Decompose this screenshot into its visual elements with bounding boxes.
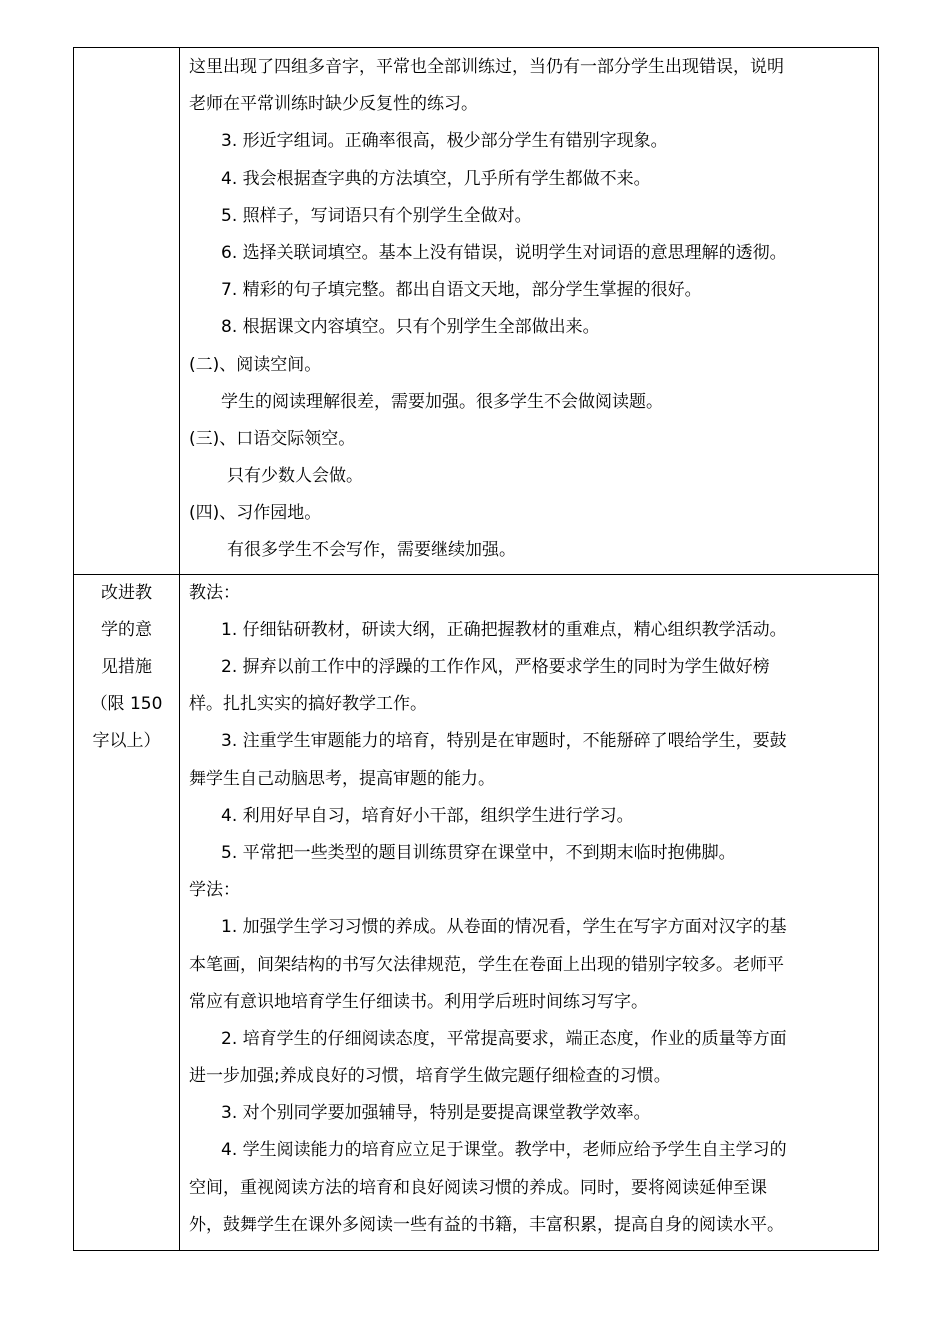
text-line: 8. 根据课文内容填空。只有个别学生全部做出来。 [221, 317, 600, 338]
text-line: 2. 摒弃以前工作中的浮躁的工作作风，严格要求学生的同时为学生做好榜 [221, 657, 770, 677]
table-row [74, 48, 879, 575]
section-heading: (二)、阅读空间。 [189, 354, 322, 375]
section-heading: (三)、口语交际领空。 [189, 428, 356, 449]
section-heading: (四)、习作园地。 [189, 503, 322, 524]
text-line: 本笔画，间架结构的书写欠法律规范，学生在卷面上出现的错别字较多。老师平 [189, 954, 784, 975]
text-line: 常应有意识地培育学生仔细读书。利用学后班时间练习写字。 [189, 991, 648, 1012]
row-label-line: 改进教 [101, 582, 152, 603]
text-line: 6. 选择关联词填空。基本上没有错误，说明学生对词语的意思理解的透彻。 [221, 242, 787, 263]
measures-content-cell [180, 574, 879, 1250]
text-line: 4. 学生阅读能力的培育应立足于课堂。教学中，老师应给予学生自主学习的 [221, 1140, 787, 1161]
text-line: 只有少数人会做。 [227, 466, 363, 487]
text-line: 4. 我会根据查字典的方法填空，几乎所有学生都做不来。 [221, 168, 651, 189]
text-line: 舞学生自己动脑思考，提高审题的能力。 [189, 768, 495, 789]
text-line: 1. 仔细钻研教材，研读大纲，正确把握教材的重难点，精心组织教学活动。 [221, 619, 787, 640]
text-line: 样。扎扎实实的搞好教学工作。 [189, 694, 427, 715]
row-label-cell [74, 574, 180, 1250]
analysis-content-cell [180, 48, 879, 575]
section-heading: 学法： [189, 880, 240, 901]
section-heading: 教法： [189, 582, 240, 603]
label-cell-empty [74, 48, 180, 575]
text-line: 进一步加强;养成良好的习惯，培育学生做完题仔细检查的习惯。 [189, 1066, 671, 1087]
row-label-line: （限 150 [90, 694, 163, 715]
row-label-line: 见措施 [101, 657, 152, 677]
table-row [74, 574, 879, 1250]
text-line: 2. 培育学生的仔细阅读态度，平常提高要求，端正态度，作业的质量等方面 [221, 1028, 787, 1049]
text-line: 3. 形近字组词。正确率很高，极少部分学生有错别字现象。 [221, 131, 668, 152]
text-line: 5. 平常把一些类型的题目训练贯穿在课堂中，不到期末临时抱佛脚。 [221, 842, 736, 863]
evaluation-table [73, 47, 879, 1251]
text-line: 3. 对个别同学要加强辅导，特别是要提高课堂教学效率。 [221, 1103, 651, 1124]
text-line: 3. 注重学生审题能力的培育，特别是在审题时，不能掰碎了喂给学生，要鼓 [221, 731, 787, 752]
text-line: 7. 精彩的句子填完整。都出自语文天地，部分学生掌握的很好。 [221, 280, 702, 301]
text-line: 学生的阅读理解很差，需要加强。很多学生不会做阅读题。 [221, 391, 663, 412]
row-label-line: 字以上） [92, 731, 161, 752]
text-line: 外，鼓舞学生在课外多阅读一些有益的书籍，丰富积累，提高自身的阅读水平。 [189, 1214, 784, 1235]
text-line: 这里出现了四组多音字，平常也全部训练过，当仍有一部分学生出现错误，说明 [189, 57, 784, 77]
text-line: 4. 利用好早自习，培育好小干部，组织学生进行学习。 [221, 805, 634, 826]
text-line: 有很多学生不会写作，需要继续加强。 [227, 540, 516, 561]
text-line: 1. 加强学生学习习惯的养成。从卷面的情况看，学生在写字方面对汉字的基 [221, 917, 787, 938]
text-line: 空间，重视阅读方法的培育和良好阅读习惯的养成。同时，要将阅读延伸至课 [189, 1177, 767, 1198]
row-label-line: 学的意 [101, 619, 152, 640]
text-line: 老师在平常训练时缺少反复性的练习。 [189, 94, 478, 115]
text-line: 5. 照样子，写词语只有个别学生全做对。 [221, 205, 532, 226]
